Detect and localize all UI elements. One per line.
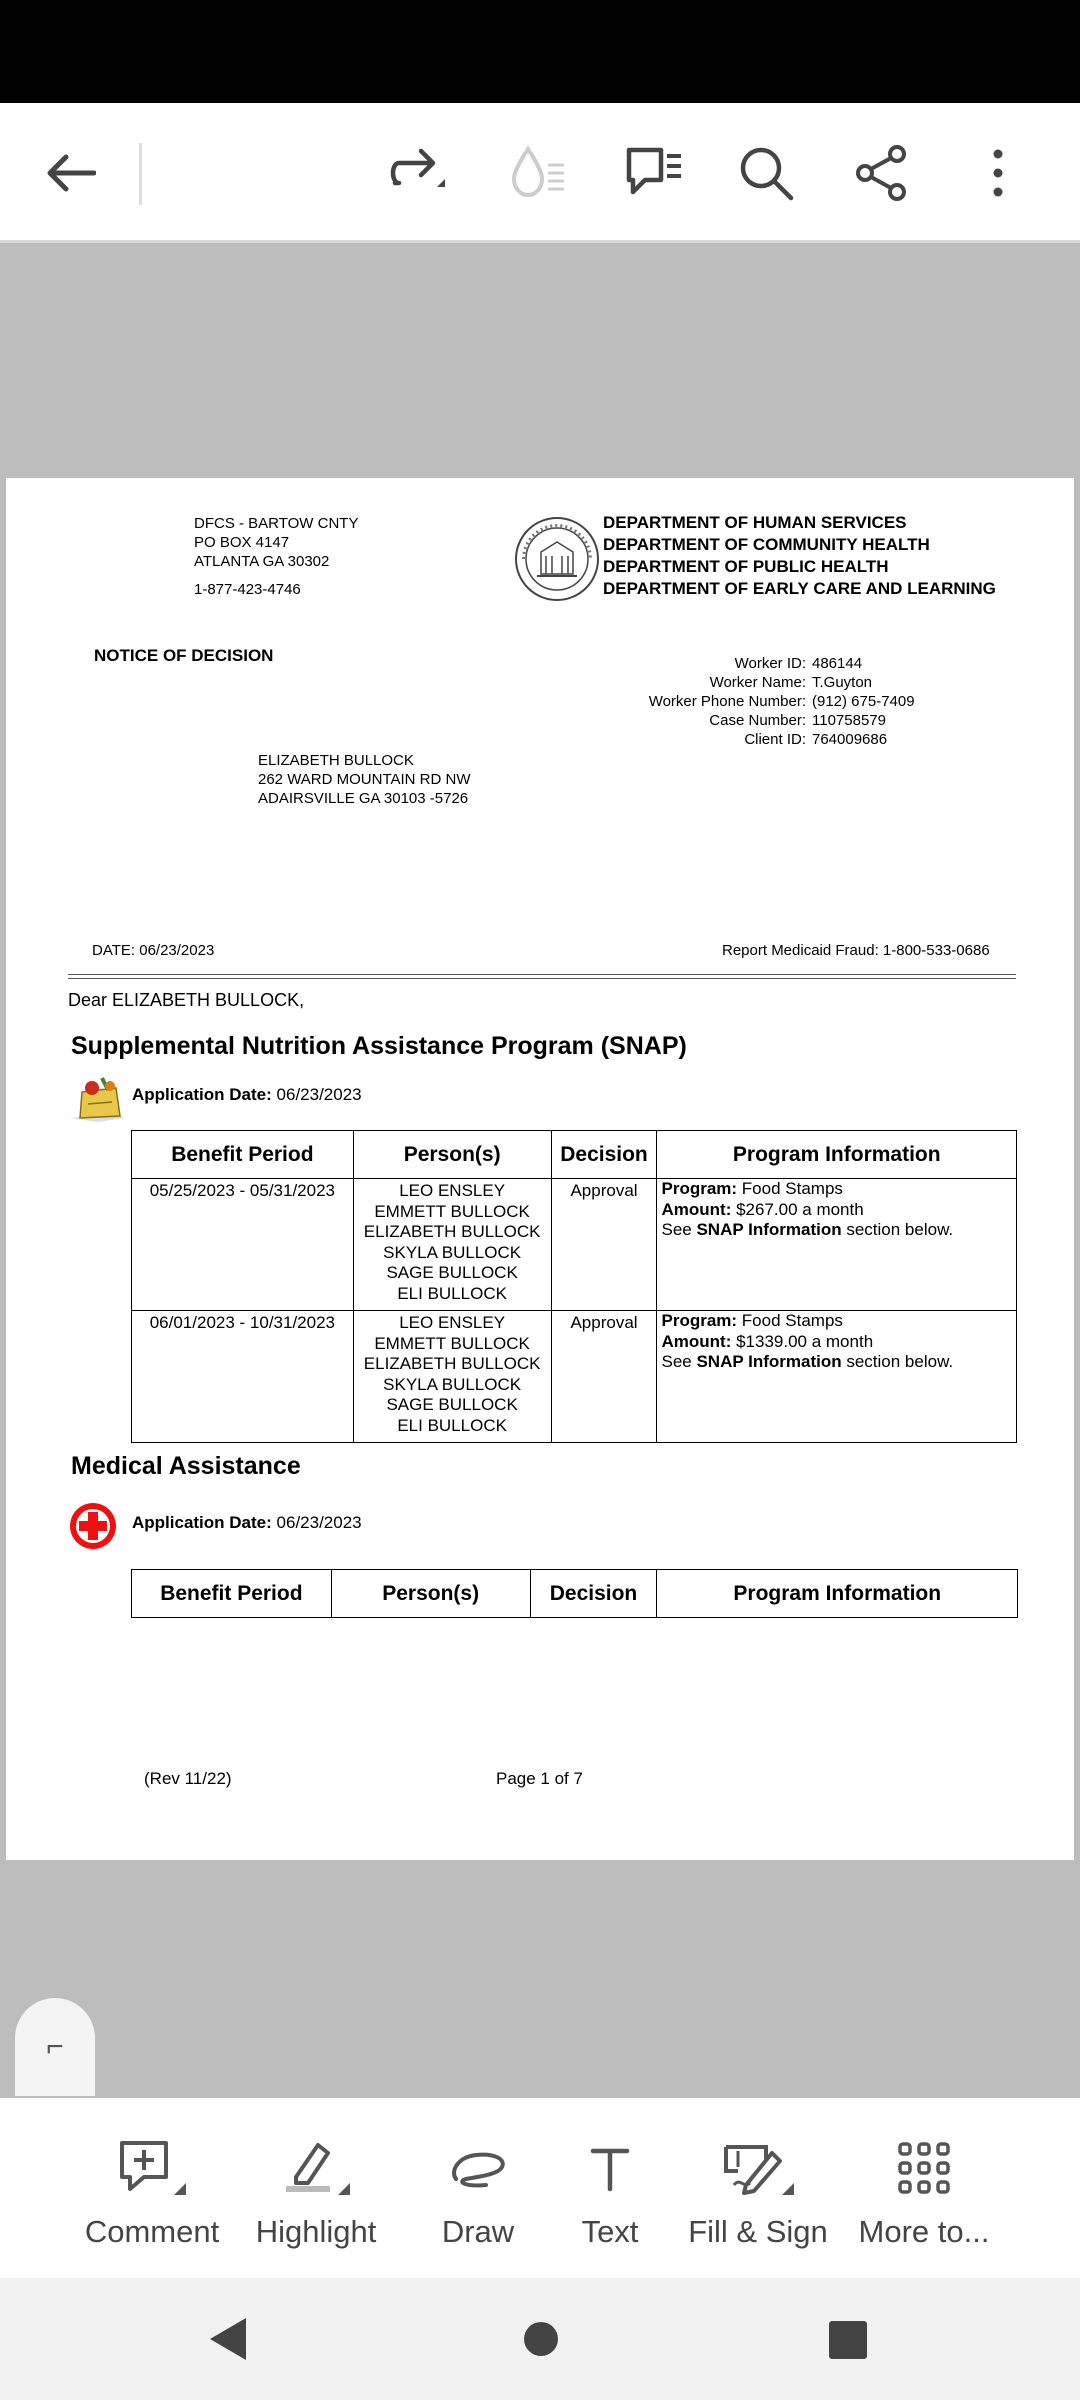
letter-date: DATE: 06/23/2023 (92, 942, 215, 959)
person-name: LEO ENSLEY (399, 1181, 506, 1200)
benefit-period-cell: 05/25/2023 - 05/31/2023 (132, 1179, 354, 1311)
comments-list-icon[interactable] (614, 133, 694, 213)
recipient-address (258, 751, 471, 808)
program-label: Program: (661, 1179, 738, 1198)
col-program-information: Program Information (657, 1570, 1018, 1618)
person-name: SKYLA BULLOCK (383, 1374, 522, 1394)
person-name: ELIZABETH BULLOCK (363, 1222, 541, 1241)
section-below-text: section below. (846, 1352, 954, 1371)
worker-name: T.Guyton (812, 674, 873, 691)
person-name: LEO ENSLEY (399, 1313, 506, 1332)
text-tool-button[interactable] (530, 2098, 690, 2278)
sender-address (194, 514, 358, 599)
program-value: Food Stamps (741, 1179, 843, 1198)
col-persons: Person(s) (331, 1570, 530, 1618)
see-text: See (661, 1352, 692, 1371)
system-nav-bar (0, 2278, 1080, 2400)
pull-tab-glyph: ⌐ (46, 2030, 64, 2063)
nav-back-icon[interactable] (206, 2316, 250, 2367)
case-number: 110758579 (812, 712, 886, 729)
highlight-label: Highlight (255, 2214, 377, 2249)
worker-name-label: Worker Name: (709, 674, 806, 691)
table-row (132, 1311, 1017, 1443)
medical-app-date-label: Application Date: (132, 1513, 272, 1532)
medical-app-date: 06/23/2023 (276, 1513, 362, 1532)
top-toolbar (0, 103, 1080, 243)
worker-phone-label: Worker Phone Number: (648, 693, 806, 710)
nav-recents-icon[interactable] (828, 2320, 868, 2365)
medical-section-title: Medical Assistance (71, 1452, 301, 1480)
client-id: 764009686 (812, 731, 888, 748)
toolbar-divider (139, 143, 142, 205)
draw-icon (438, 2138, 518, 2198)
client-id-label: Client ID: (744, 731, 806, 748)
amount-label: Amount: (661, 1331, 732, 1351)
text-label: Text (581, 2214, 639, 2249)
program-info-cell (657, 1179, 1017, 1311)
worker-id-label: Worker ID: (734, 655, 806, 672)
snap-app-date-label: Application Date: (132, 1085, 272, 1104)
revision-note: (Rev 11/22) (144, 1769, 232, 1788)
persons-cell (353, 1311, 551, 1443)
sender-phone: 1-877-423-4746 (194, 581, 301, 598)
share-icon[interactable] (842, 133, 922, 213)
sender-line-1: DFCS - BARTOW CNTY (194, 515, 359, 532)
decision-cell: Approval (551, 1179, 657, 1311)
person-name: ELI BULLOCK (397, 1283, 507, 1303)
department-list (603, 512, 996, 600)
medical-benefit-table (131, 1569, 1018, 1618)
search-icon[interactable] (726, 133, 806, 213)
highlight-tool-button[interactable] (236, 2098, 396, 2278)
amount-value: $1339.00 a month (736, 1331, 874, 1351)
snap-section-title: Supplemental Nutrition Assistance Program (SNAP) (71, 1032, 687, 1060)
snap-application-date (132, 1085, 362, 1105)
snap-app-date: 06/23/2023 (276, 1085, 362, 1104)
snap-table-header (132, 1131, 1017, 1179)
department-2: DEPARTMENT OF COMMUNITY HEALTH (603, 535, 930, 554)
worker-id: 486144 (812, 655, 863, 672)
col-benefit-period: Benefit Period (132, 1131, 354, 1179)
snap-information-ref: SNAP Information (696, 1352, 842, 1371)
panel-pull-tab[interactable] (15, 1998, 95, 2096)
medical-application-date (132, 1513, 362, 1533)
back-arrow-icon[interactable] (30, 133, 110, 213)
worker-phone: (912) 675-7409 (812, 693, 915, 710)
water-drop-icon[interactable] (500, 133, 580, 213)
fill-sign-tool-button[interactable] (678, 2098, 838, 2278)
more-vertical-icon[interactable] (958, 133, 1038, 213)
section-below-text: section below. (846, 1220, 954, 1239)
comment-tool-button[interactable] (72, 2098, 232, 2278)
grocery-bag-icon (68, 1074, 126, 1124)
grid-more-icon (884, 2138, 964, 2198)
table-row (132, 1179, 1017, 1311)
georgia-seal-logo (514, 516, 600, 602)
draw-label: Draw (441, 2214, 515, 2249)
medical-table-header (132, 1570, 1018, 1618)
text-icon (570, 2138, 650, 2198)
department-1: DEPARTMENT OF HUMAN SERVICES (603, 513, 907, 532)
comment-label: Comment (84, 2214, 220, 2249)
redo-icon[interactable] (376, 133, 456, 213)
person-name: SKYLA BULLOCK (383, 1242, 522, 1262)
notice-title: NOTICE OF DECISION (94, 646, 274, 665)
bottom-tool-bar (0, 2098, 1080, 2278)
benefit-period-cell: 06/01/2023 - 10/31/2023 (132, 1311, 354, 1443)
col-program-information: Program Information (657, 1131, 1017, 1179)
person-name: SAGE BULLOCK (386, 1263, 518, 1282)
salutation: Dear ELIZABETH BULLOCK, (68, 990, 305, 1010)
recipient-city: ADAIRSVILLE GA 30103 -5726 (258, 790, 469, 807)
person-name: ELI BULLOCK (397, 1415, 507, 1435)
recipient-name: ELIZABETH BULLOCK (258, 752, 414, 769)
person-name: EMMETT BULLOCK (374, 1201, 530, 1221)
program-info-cell (657, 1311, 1017, 1443)
case-number-label: Case Number: (709, 712, 806, 729)
col-decision: Decision (530, 1570, 657, 1618)
person-name: EMMETT BULLOCK (374, 1333, 530, 1353)
pdf-page[interactable] (6, 478, 1074, 1860)
nav-home-icon[interactable] (522, 2320, 560, 2363)
fill-sign-label: Fill & Sign (688, 2214, 828, 2249)
program-value: Food Stamps (741, 1311, 843, 1330)
department-3: DEPARTMENT OF PUBLIC HEALTH (603, 557, 889, 576)
see-text: See (661, 1220, 692, 1239)
fraud-hotline: Report Medicaid Fraud: 1-800-533-0686 (722, 942, 990, 959)
col-persons: Person(s) (353, 1131, 551, 1179)
decision-cell: Approval (551, 1311, 657, 1443)
program-label: Program: (661, 1311, 738, 1330)
more-tools-label: More to... (858, 2214, 990, 2249)
col-decision: Decision (551, 1131, 657, 1179)
page-number: Page 1 of 7 (496, 1769, 583, 1788)
snap-information-ref: SNAP Information (696, 1220, 842, 1239)
highlighter-icon (276, 2138, 356, 2198)
department-4: DEPARTMENT OF EARLY CARE AND LEARNING (603, 579, 996, 598)
comment-add-icon (112, 2138, 192, 2198)
medical-cross-icon (68, 1501, 118, 1551)
header-divider (68, 974, 1016, 979)
persons-cell (353, 1179, 551, 1311)
status-bar (0, 0, 1080, 103)
fill-sign-icon (718, 2138, 798, 2198)
sender-line-3: ATLANTA GA 30302 (194, 553, 330, 570)
person-name: ELIZABETH BULLOCK (363, 1354, 541, 1373)
snap-benefit-table (131, 1130, 1017, 1443)
person-name: SAGE BULLOCK (386, 1395, 518, 1414)
worker-info (606, 654, 1026, 749)
amount-value: $267.00 a month (736, 1199, 864, 1219)
amount-label: Amount: (661, 1199, 732, 1219)
more-tools-button[interactable] (844, 2098, 1004, 2278)
sender-line-2: PO BOX 4147 (194, 534, 290, 551)
recipient-street: 262 WARD MOUNTAIN RD NW (258, 771, 471, 788)
col-benefit-period: Benefit Period (132, 1570, 332, 1618)
